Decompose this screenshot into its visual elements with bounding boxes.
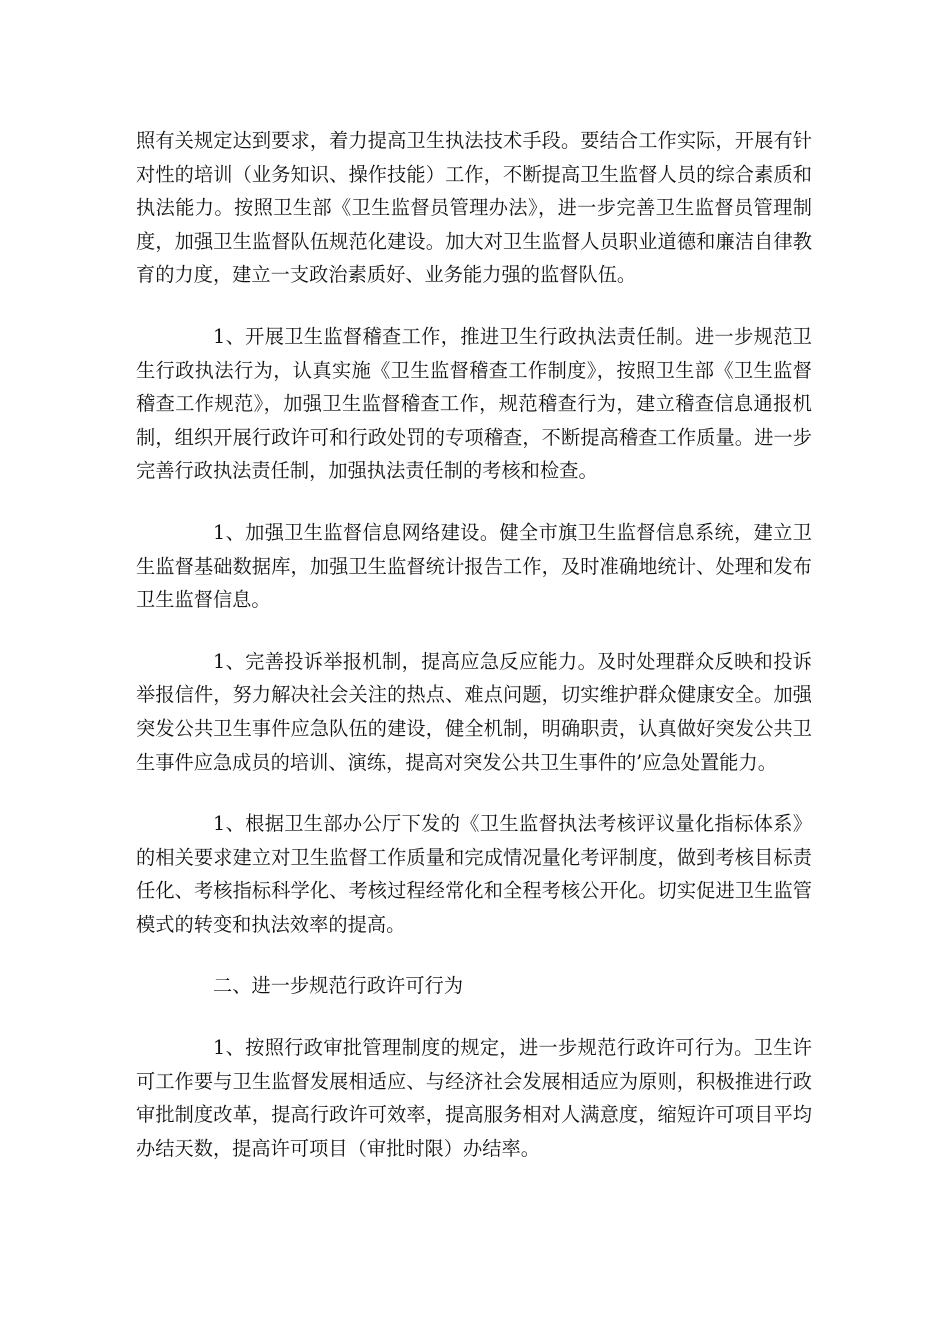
paragraph-complaint-mechanism: 1、完善投诉举报机制，提高应急反应能力。及时处理群众反映和投诉举报信件，努力解决社会关注的热点、难点问题，切实维护群众健康安全。加强突发公共卫生事件应急队伍的建设，健全机制，明确职责，认真做好突发公共卫生事件应急成员的培训、演练，提高对突发公共卫生事件的’应急处置能力。: [136, 649, 812, 774]
paragraph-information-network: 1、加强卫生监督信息网络建设。健全市旗卫生监督信息系统，建立卫生监督基础数据库，加强卫生监督统计报告工作，及时准确地统计、处理和发布卫生监督信息。: [136, 520, 812, 612]
paragraph-supervision-inspection: 1、开展卫生监督稽查工作，推进卫生行政执法责任制。进一步规范卫生行政执法行为，认真实施《卫生监督稽查工作制度》，按照卫生部《卫生监督稽查工作规范》，加强卫生监督稽查工作，规范稽查行为，建立稽查信息通报机制，组织开展行政许可和行政处罚的专项稽查，不断提高稽查工作质量。进一步完善行政执法责任制，加强执法责任制的考核和检查。: [136, 324, 812, 483]
paragraph-administrative-licensing: 1、按照行政审批管理制度的规定，进一步规范行政许可行为。卫生许可工作要与卫生监督发展相适应、与经济社会发展相适应为原则，积极推进行政审批制度改革，提高行政许可效率，提高服务相对人满意度，缩短许可项目平均办结天数，提高许可项目（审批时限）办结率。: [136, 1036, 812, 1160]
section-heading: 二、进一步规范行政许可行为: [213, 974, 464, 998]
paragraph-continuation: 照有关规定达到要求，着力提高卫生执法技术手段。要结合工作实际，开展有针对性的培训（业务知识、操作技能）工作，不断提高卫生监督人员的综合素质和执法能力。按照卫生部《卫生监督员管理办法》，进一步完善卫生监督员管理制度，加强卫生监督队伍规范化建设。加大对卫生监督人员职业道德和廉洁自律教育的力度，建立一支政治素质好、业务能力强的监督队伍。: [136, 129, 812, 287]
paragraph-evaluation-system: 1、根据卫生部办公厅下发的《卫生监督执法考核评议量化指标体系》的相关要求建立对卫生监督工作质量和完成情况量化考评制度，做到考核目标责任化、考核指标科学化、考核过程经常化和全程考核公开化。切实促进卫生监管模式的转变和执法效率的提高。: [136, 812, 812, 936]
document-page: [136, 124, 812, 1165]
